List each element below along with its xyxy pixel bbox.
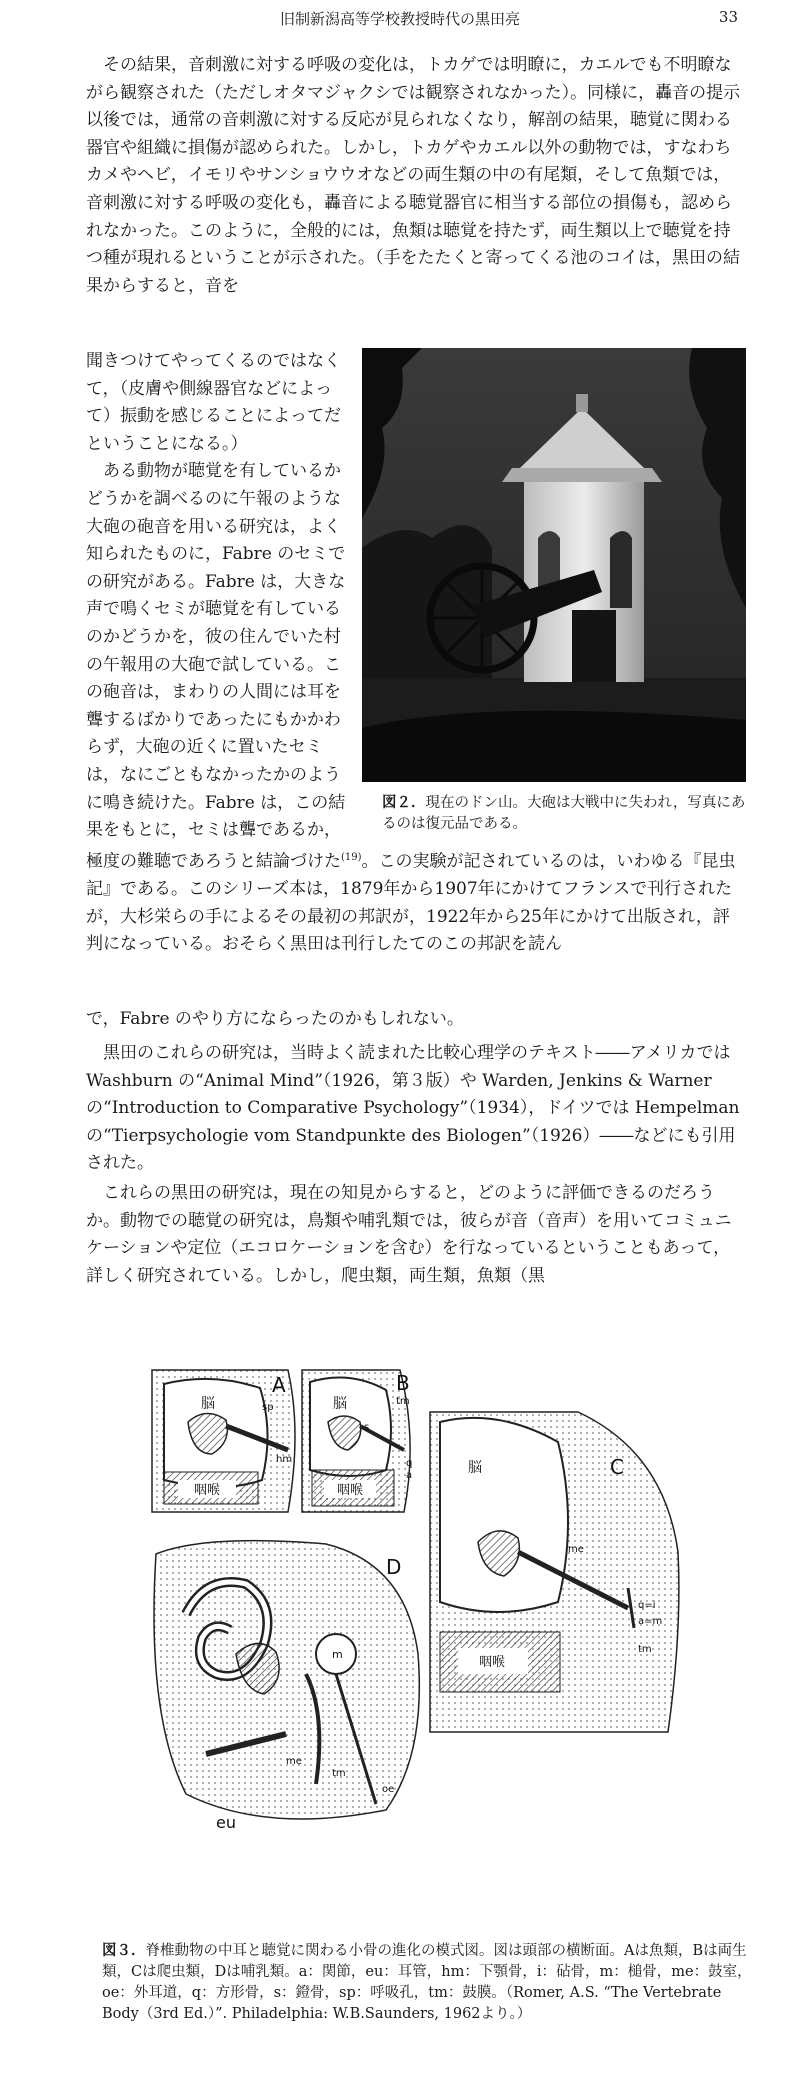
panel-label-b: B <box>396 1371 410 1395</box>
running-title: 旧制新潟高等学校教授時代の黒田亮 <box>279 10 520 28</box>
panel-b-amphibian <box>302 1370 412 1512</box>
figure-2-label: 図２． <box>382 794 426 811</box>
annotation-am: a=m <box>638 1616 663 1627</box>
paragraph-2-text-b: 。この実験が記されているのは，いわゆる『昆虫記』である。このシリーズ本は，1879年から1907年にかけてフランスで刊行されたが，大杉栄らの手によるその最初の邦訳が，1922年から25年にかけて出版され，評判になっている。おそらく黒田は刊行したてのこの邦訳を読ん <box>86 851 736 955</box>
panel-a-fish <box>152 1370 295 1512</box>
figure-2-photo <box>362 348 746 782</box>
annotation-me-c: me <box>568 1544 584 1555</box>
paragraph-1-continued: 聞きつけてやってくるのではなくて，（皮膚や側線器官などによって）振動を感じることによってだということになる。） <box>86 351 341 454</box>
don-yama-cannon-photo <box>362 348 746 782</box>
panel-a-pharynx-label: 咽喉 <box>193 1483 221 1498</box>
figure-3-caption-text: 脊椎動物の中耳と聴覚に関わる小骨の進化の模式図。図は頭部の横断面。Aは魚類，Bは両生類，Cは爬虫類，Dは哺乳類。a：関節，eu：耳管，hm：下顎骨，i：砧骨，m：槌骨，me：鼓室，oe：外耳道，q：方形骨，s：鐙骨，sp：呼吸孔，tm：鼓膜。（Romer, A.S. “The Vertebrate Body（3rd Ed.）”. Philadelphia: W.B.Saunders, 1962より。） <box>102 1943 752 2022</box>
reference-19: (19) <box>341 852 362 863</box>
figure-3-diagram <box>142 1362 762 1928</box>
annotation-tm-c: tm <box>638 1644 652 1655</box>
panel-c-brain-label: 脳 <box>468 1460 482 1476</box>
annotation-oe: oe <box>382 1784 395 1795</box>
paragraph-2-end: で，Fabre のやり方にならったのかもしれない。 <box>86 1009 464 1029</box>
panel-c-reptile <box>430 1412 679 1732</box>
ear-evolution-diagram <box>142 1362 762 1928</box>
left-column-text <box>86 348 356 845</box>
paragraph-2-text-a: 極度の難聴であろうと結論づけた <box>86 851 341 872</box>
page-number: 33 <box>718 8 738 26</box>
panel-label-c: C <box>610 1455 624 1479</box>
paragraph-4: これらの黒田の研究は，現在の知見からすると，どのように評価できるのだろうか。動物での聴覚の研究は，鳥類や哺乳類では，彼らが音（音声）を用いてコミュニケーションや定位（エコロケーションを含む）を行なっているということもあって，詳しく研究されている。しかし，爬虫類，両生類，魚類（黒 <box>86 1183 732 1286</box>
panel-c-pharynx-label: 咽喉 <box>478 1655 506 1670</box>
panel-d-mammal <box>154 1541 419 1832</box>
panel-b-brain-label: 脳 <box>333 1396 347 1412</box>
paragraph-2-full <box>86 844 746 959</box>
annotation-sp: sp <box>262 1402 274 1413</box>
panel-label-a: A <box>272 1373 286 1397</box>
annotation-tm-b: tm <box>396 1396 410 1407</box>
figure-3-label: 図３． <box>102 1942 146 1959</box>
panel-b-pharynx-label: 咽喉 <box>336 1483 364 1498</box>
annotation-tm-d: tm <box>332 1768 346 1779</box>
annotation-s-b: s <box>364 1422 370 1433</box>
page-header <box>0 8 800 36</box>
annotation-q-b: q <box>406 1458 413 1469</box>
annotation-a-b: a <box>406 1470 413 1481</box>
paragraph-2-column: ある動物が聴覚を有しているかどうかを調べるのに午報のような大砲の砲音を用いる研究は，よく知られたものに，Fabre のセミでの研究がある。Fabre は，大きな声で鳴くセミが聴覚を有しているのかどうかを，彼の住んでいた村の午報用の大砲で試している。この砲音は，まわりの人間には耳を聾するばかりであったにもかかわらず，大砲の近くに置いたセミは，なにごともなかったかのように鳴き続けた。Fabre は，この結果をもとに，セミは聾であるか， <box>86 461 346 841</box>
paragraph-1: その結果，音刺激に対する呼吸の変化は，トカゲでは明瞭に，カエルでも不明瞭ながら観察された（ただしオタマジャクシでは観察されなかった）。同様に，轟音の提示以後では，通常の音刺激に対する反応が見られなくなり，解剖の結果，聴覚に関わる器官や組織に損傷が認められた。しかし，トカゲやカエル以外の動物では，すなわちカメやヘビ，イモリやサンショウウオなどの両生類の中の有尾類，そして魚類では，音刺激に対する呼吸の変化も，轟音による聴覚器官に相当する部位の損傷も，認められなかった。このように，全般的には，魚類は聴覚を持たず，両生類以上で聴覚を持つ種が現れるということが示された。（手をたたくと寄ってくる池のコイは，黒田の結果からすると，音を <box>86 55 741 296</box>
panel-a-brain-label: 脳 <box>201 1396 215 1412</box>
figure-2-caption-text: 現在のドン山。大砲は大戦中に失われ，写真にあるのは復元品である。 <box>382 795 746 832</box>
paragraph-3: 黒田のこれらの研究は，当時よく読まれた比較心理学のテキスト――アメリカでは Washburn の“Animal Mind”（1926，第３版）や Warden, Jenkins & Warner の“Introduction to Comparative Psychology”（1934），ドイツでは Hempelman の“Tierpsychologie vom Standpunkte des Biologen”（1926）――などにも引用された。 <box>86 1043 740 1174</box>
figure-2-caption <box>382 792 752 835</box>
annotation-qi: q=i <box>638 1600 656 1611</box>
figure-3-caption <box>102 1940 752 2025</box>
annotation-eu: eu <box>216 1813 236 1832</box>
annotation-me-d: me <box>286 1756 302 1767</box>
panel-label-d: D <box>386 1555 402 1579</box>
annotation-hm: hm <box>276 1454 293 1465</box>
annotation-m: m <box>332 1648 343 1661</box>
